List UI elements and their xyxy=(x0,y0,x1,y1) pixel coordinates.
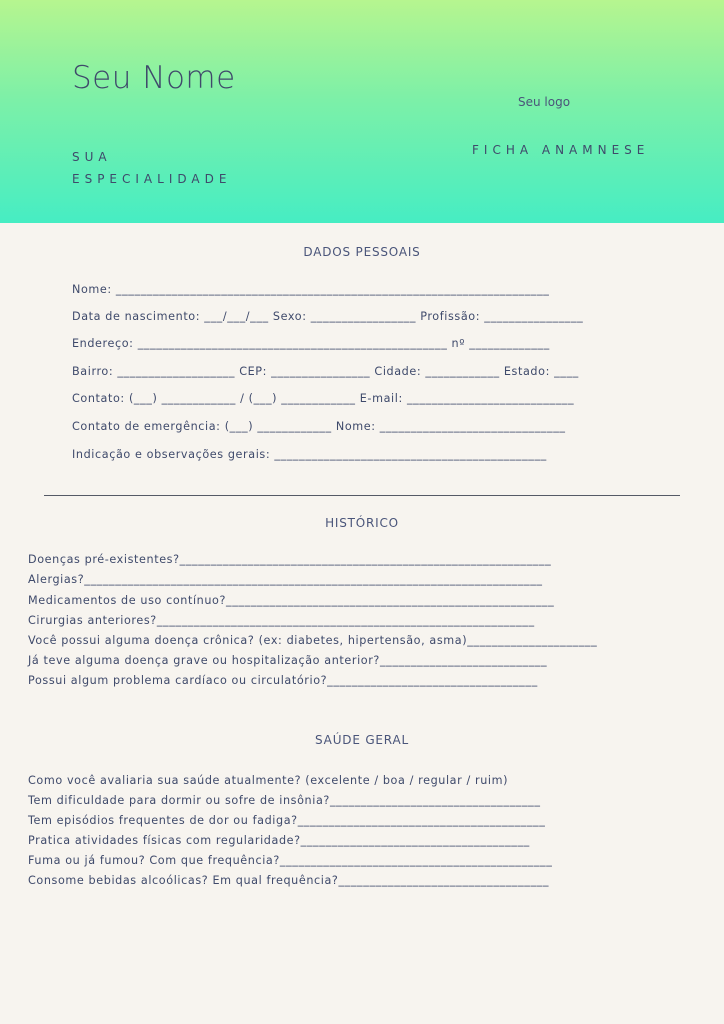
field-cardiac-problem[interactable]: Possui algum problema cardíaco ou circulatório?__________________________________ xyxy=(28,674,538,687)
field-pain-fatigue[interactable]: Tem episódios frequentes de dor ou fadiga?________________________________________ xyxy=(28,814,546,827)
form-title: FICHA ANAMNESE xyxy=(472,143,650,157)
field-birth-sex-profession[interactable]: Data de nascimento: ___/___/___ Sexo: _________________ Profissão: ________________ xyxy=(72,310,584,323)
logo-placeholder: Seu logo xyxy=(518,95,571,109)
field-alcohol[interactable]: Consome bebidas alcoólicas? Em qual frequência?__________________________________ xyxy=(28,874,550,887)
field-neighborhood-cep-city-state[interactable]: Bairro: ___________________ CEP: ________________ Cidade: ____________ Estado: ____ xyxy=(72,365,579,378)
field-observations[interactable]: Indicação e observações gerais: ____________________________________________ xyxy=(72,448,547,461)
field-emergency-contact[interactable]: Contato de emergência: (___) ____________ Nome: ______________________________ xyxy=(72,420,566,433)
field-contact-email[interactable]: Contato: (___) ____________ / (___) ____________ E-mail: ___________________________ xyxy=(72,392,575,405)
field-physical-activity[interactable]: Pratica atividades físicas com regularidade?_____________________________________ xyxy=(28,834,530,847)
field-insomnia[interactable]: Tem dificuldade para dormir ou sofre de insônia?__________________________________ xyxy=(28,794,541,807)
field-continuous-medication[interactable]: Medicamentos de uso contínuo?_____________________________________________________ xyxy=(28,594,555,607)
field-name[interactable]: Nome: ______________________________________________________________________ xyxy=(72,283,550,296)
field-health-rating[interactable]: Como você avaliaria sua saúde atualmente? (excelente / boa / regular / ruim) xyxy=(28,774,509,787)
section-divider xyxy=(44,495,680,496)
specialty-line-2: ESPECIALIDADE xyxy=(72,172,232,186)
field-allergies[interactable]: Alergias?__________________________________________________________________________ xyxy=(28,573,543,586)
section-title-history: HISTÓRICO xyxy=(325,516,399,530)
field-pre-existing-diseases[interactable]: Doenças pré-existentes?____________________________________________________________ xyxy=(28,553,552,566)
section-title-health: SAÚDE GERAL xyxy=(315,733,409,747)
specialty-line-1: SUA xyxy=(72,150,112,164)
field-address[interactable]: Endereço: __________________________________________________ nº _____________ xyxy=(72,337,550,350)
header-banner xyxy=(0,0,724,223)
field-serious-illness[interactable]: Já teve alguma doença grave ou hospitalização anterior?___________________________ xyxy=(28,654,548,667)
field-previous-surgeries[interactable]: Cirurgias anteriores?_____________________________________________________________ xyxy=(28,614,535,627)
field-smoking[interactable]: Fuma ou já fumou? Com que frequência?____________________________________________ xyxy=(28,854,553,867)
professional-name: Seu Nome xyxy=(72,60,236,96)
field-chronic-disease[interactable]: Você possui alguma doença crônica? (ex: diabetes, hipertensão, asma)_____________________ xyxy=(28,634,598,647)
section-title-personal: DADOS PESSOAIS xyxy=(303,245,421,259)
